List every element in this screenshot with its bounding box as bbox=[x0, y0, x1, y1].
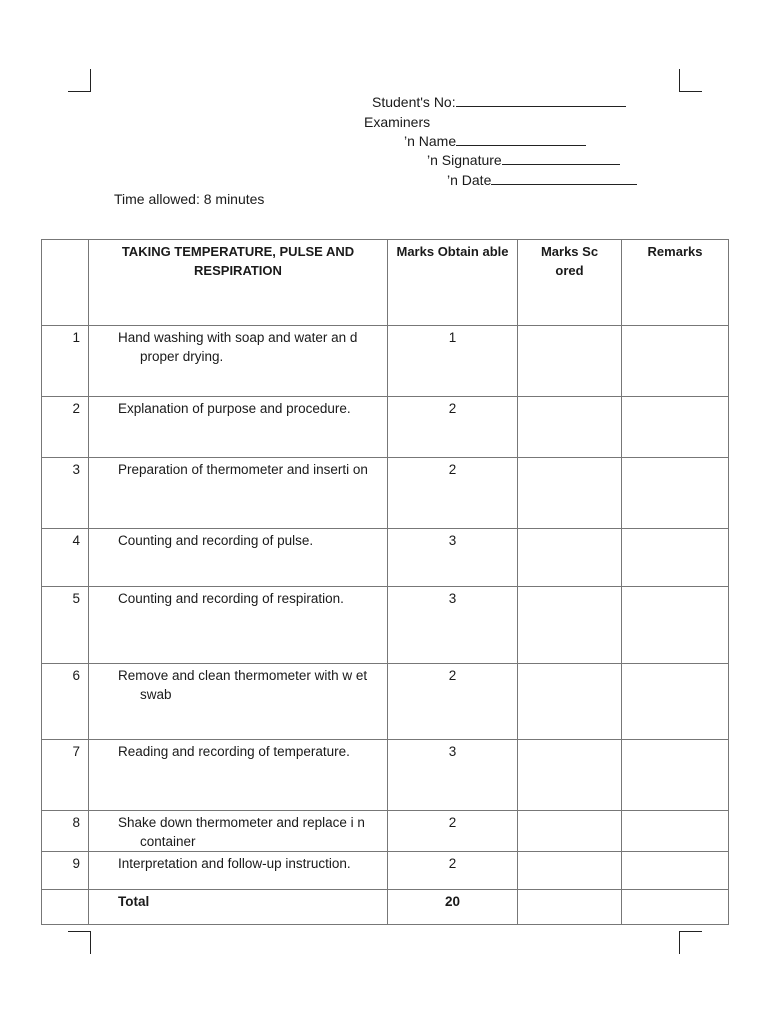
table-row bbox=[42, 458, 729, 529]
row-item-cell bbox=[89, 458, 388, 529]
row-remarks[interactable] bbox=[622, 664, 729, 740]
row-marks-scored[interactable] bbox=[518, 811, 622, 852]
student-number-line bbox=[372, 93, 626, 111]
header-number bbox=[42, 240, 89, 326]
examiner-name-label: ’n Name bbox=[404, 133, 457, 149]
row-marks-scored[interactable] bbox=[518, 740, 622, 811]
row-marks-scored[interactable] bbox=[518, 458, 622, 529]
row-remarks[interactable] bbox=[622, 852, 729, 890]
row-remarks[interactable] bbox=[622, 587, 729, 664]
row-marks-obtainable: 1 bbox=[388, 326, 518, 397]
row-remarks[interactable] bbox=[622, 740, 729, 811]
header-remarks: Remarks bbox=[622, 240, 729, 326]
row-marks-obtainable: 2 bbox=[388, 397, 518, 458]
row-item-cell bbox=[89, 326, 388, 397]
table-header-row bbox=[42, 240, 729, 326]
total-marks-obtainable: 20 bbox=[388, 890, 518, 925]
total-number-cell bbox=[42, 890, 89, 925]
row-remarks[interactable] bbox=[622, 458, 729, 529]
table-row bbox=[42, 587, 729, 664]
time-allowed: Time allowed: 8 minutes bbox=[114, 191, 265, 207]
examiner-signature-line bbox=[427, 151, 620, 169]
row-marks-scored[interactable] bbox=[518, 852, 622, 890]
row-number: 4 bbox=[42, 529, 89, 587]
row-item: Reading and recording of temperature. bbox=[118, 744, 350, 759]
row-marks-scored[interactable] bbox=[518, 397, 622, 458]
examiner-date-blank[interactable] bbox=[491, 171, 637, 185]
row-marks-obtainable: 2 bbox=[388, 458, 518, 529]
row-item: Interpretation and follow-up instruction. bbox=[118, 856, 351, 871]
table-row bbox=[42, 740, 729, 811]
row-number: 5 bbox=[42, 587, 89, 664]
crop-mark-bottom-right bbox=[679, 931, 702, 954]
row-marks-obtainable: 2 bbox=[388, 664, 518, 740]
row-item-cell bbox=[89, 664, 388, 740]
examiner-date-label: ’n Date bbox=[447, 172, 492, 188]
row-item-cell bbox=[89, 529, 388, 587]
row-marks-scored[interactable] bbox=[518, 529, 622, 587]
row-item: Preparation of thermometer and inserti on bbox=[118, 462, 368, 477]
row-marks-scored[interactable] bbox=[518, 587, 622, 664]
table-row bbox=[42, 664, 729, 740]
table-row bbox=[42, 326, 729, 397]
row-item-cell bbox=[89, 740, 388, 811]
row-remarks[interactable] bbox=[622, 811, 729, 852]
row-marks-scored[interactable] bbox=[518, 326, 622, 397]
row-marks-obtainable: 3 bbox=[388, 587, 518, 664]
header-marks-obtainable: Marks Obtain able bbox=[388, 240, 518, 326]
row-number: 9 bbox=[42, 852, 89, 890]
header-task: TAKING TEMPERATURE, PULSE AND RESPIRATION bbox=[89, 240, 388, 326]
row-remarks[interactable] bbox=[622, 326, 729, 397]
examiner-signature-label: ’n Signature bbox=[427, 152, 502, 168]
row-item-cell bbox=[89, 587, 388, 664]
table-row bbox=[42, 811, 729, 852]
examiner-date-line bbox=[447, 171, 637, 189]
student-number-label: Student's No: bbox=[372, 94, 456, 110]
header-marks-scored: Marks Sc ored bbox=[518, 240, 622, 326]
row-item: Explanation of purpose and procedure. bbox=[118, 401, 351, 416]
row-remarks[interactable] bbox=[622, 529, 729, 587]
total-remarks[interactable] bbox=[622, 890, 729, 925]
row-item: Hand washing with soap and water an d proper drying. bbox=[118, 330, 358, 364]
assessment-table bbox=[41, 239, 729, 925]
row-item: Shake down thermometer and replace i n container bbox=[118, 815, 365, 849]
examiner-name-line bbox=[404, 132, 586, 150]
row-marks-obtainable: 2 bbox=[388, 811, 518, 852]
row-number: 1 bbox=[42, 326, 89, 397]
row-item-cell bbox=[89, 811, 388, 852]
crop-mark-top-right bbox=[679, 69, 702, 92]
total-row bbox=[42, 890, 729, 925]
row-item-cell bbox=[89, 852, 388, 890]
row-number: 2 bbox=[42, 397, 89, 458]
examiners-label: Examiners bbox=[364, 114, 431, 130]
crop-mark-bottom-left bbox=[68, 931, 91, 954]
row-remarks[interactable] bbox=[622, 397, 729, 458]
examiner-name-blank[interactable] bbox=[456, 132, 586, 146]
table-row bbox=[42, 529, 729, 587]
row-marks-obtainable: 3 bbox=[388, 740, 518, 811]
total-label: Total bbox=[89, 890, 388, 925]
row-number: 6 bbox=[42, 664, 89, 740]
table-row bbox=[42, 397, 729, 458]
crop-mark-top-left bbox=[68, 69, 91, 92]
row-marks-obtainable: 2 bbox=[388, 852, 518, 890]
row-item: Remove and clean thermometer with w et swab bbox=[118, 668, 368, 702]
row-number: 8 bbox=[42, 811, 89, 852]
examiner-signature-blank[interactable] bbox=[502, 151, 620, 165]
table-row bbox=[42, 852, 729, 890]
row-marks-scored[interactable] bbox=[518, 664, 622, 740]
row-item: Counting and recording of respiration. bbox=[118, 591, 344, 606]
row-item: Counting and recording of pulse. bbox=[118, 533, 314, 548]
row-number: 7 bbox=[42, 740, 89, 811]
student-number-blank[interactable] bbox=[456, 93, 626, 107]
row-marks-obtainable: 3 bbox=[388, 529, 518, 587]
row-number: 3 bbox=[42, 458, 89, 529]
row-item-cell bbox=[89, 397, 388, 458]
total-marks-scored[interactable] bbox=[518, 890, 622, 925]
